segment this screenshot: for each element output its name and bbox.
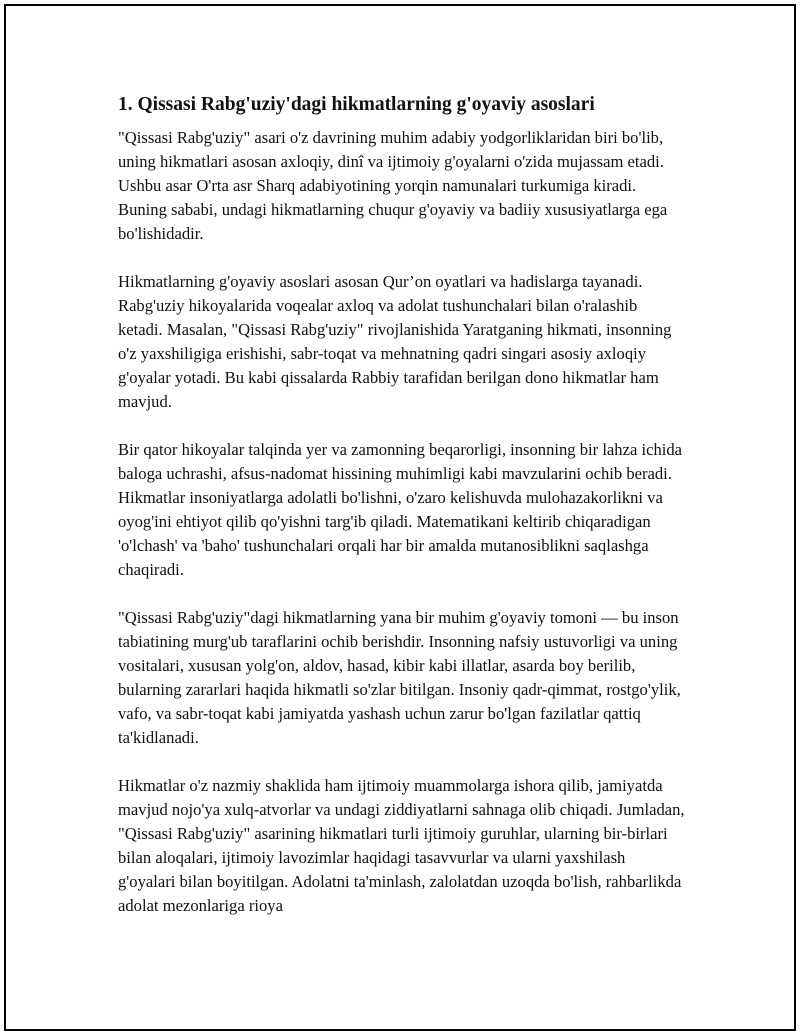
paragraph-5: Hikmatlar o'z nazmiy shaklida ham ijtimoiy muammolarga ishora qilib, jamiyatda mavjud nojo'ya xulq-atvorlar va undagi ziddiyatlarni sahnaga olib chiqadi. Jumladan, "Qissasi Rabg'uziy" asarining hikmatlari turli ijtimoiy guruhlar, ularning bir-birlari bilan aloqalari, ijtimoiy lavozimlar haqidagi tasavvurlar va ularni yaxshilash g'oyalari bilan boyitilgan. Adolatni ta'minlash, zalolatdan uzoqda bo'lish, rahbarlikda adolat mezonlariga rioya — [118, 776, 685, 915]
paragraph-4: "Qissasi Rabg'uziy"dagi hikmatlarning yana bir muhim g'oyaviy tomoni — bu inson tabiatining murg'ub taraflarini ochib berishdir. Insonning nafsiy ustuvorligi va uning vositalari, xususan yolg'on, aldov, hasad, kibir kabi illatlar, asarda boy berilib, bularning zararlari haqida hikmatli so'zlar bitilgan. Insoniy qadr-qimmat, rostgo'ylik, vafo, va sabr-toqat kabi jamiyatda yashash uchun zarur bo'lgan fazilatlar qattiq ta'kidlanadi. — [118, 608, 681, 747]
paragraph-1: "Qissasi Rabg'uziy" asari o'z davrining muhim adabiy yodgorliklaridan biri bo'lib, uning hikmatlari asosan axloqiy, dinî va ijtimoiy g'oyalarni o'zida mujassam etadi. Ushbu asar O'rta asr Sharq adabiyotining yorqin namunalari turkumiga kiradi. Buning sababi, undagi hikmatlarning chuqur g'oyaviy va badiiy xususiyatlarga ega bo'lishidadir. — [118, 128, 668, 243]
paragraph-3: Bir qator hikoyalar talqinda yer va zamonning beqarorligi, insonning bir lahza ichida baloga uchrashi, afsus-nadomat hissining muhimligi kabi mavzularini ochib beradi. Hikmatlar insoniyatlarga adolatli bo'lishni, o'zaro kelishuvda mulohazakorlikni va oyog'ini ehtiyot qilib qo'yishni targ'ib qiladi. Matematikani keltirib chiqaradigan 'o'lchash' va 'baho' tushunchalari orqali har bir amalda mutanosiblikni saqlashga chaqiradi. — [118, 440, 683, 579]
document-body — [118, 92, 686, 942]
section-heading: 1. Qissasi Rabg'uziy'dagi hikmatlarning g'oyaviy asoslari — [118, 94, 595, 115]
paragraph-2: Hikmatlarning g'oyaviy asoslari asosan Qur’on oyatlari va hadislarga tayanadi. Rabg'uziy hikoyalarida voqealar axloq va adolat tushunchalari bilan o'ralashib ketadi. Masalan, "Qissasi Rabg'uziy" rivojlanishida Yaratganing hikmati, insonning o'z yaxshiligiga erishishi, sabr-toqat va mehnatning qadri singari asosiy axloqiy g'oyalar yotadi. Bu kabi qissalarda Rabbiy tarafidan berilgan dono hikmatlar ham mavjud. — [118, 272, 672, 411]
